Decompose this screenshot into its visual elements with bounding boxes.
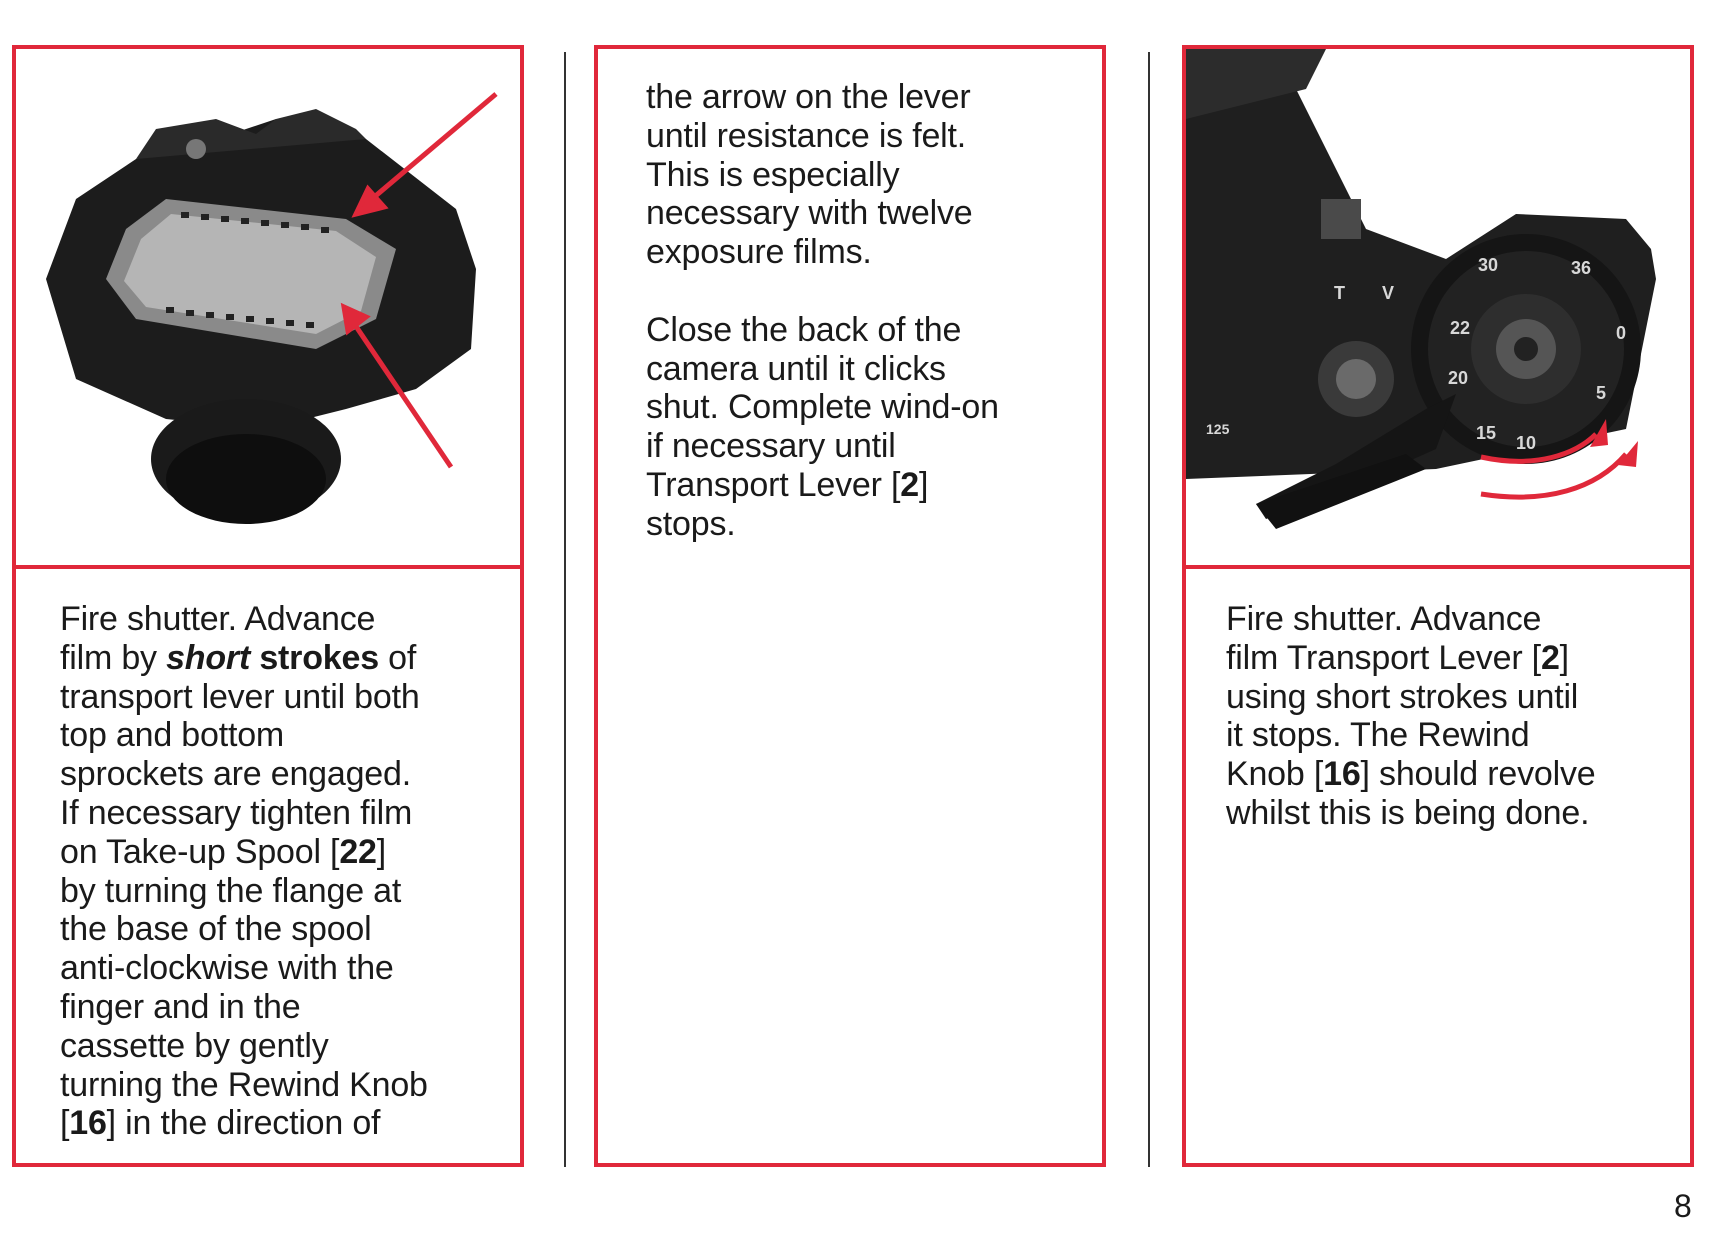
camera-top-transport-lever-photo [1186, 49, 1690, 565]
dial-label-v: V [1382, 283, 1395, 303]
text-segment: ] in the direction of [106, 1104, 381, 1143]
text-line [60, 716, 428, 755]
text-segment: Transport Lever [ [646, 465, 901, 504]
text-line [60, 600, 428, 639]
dial-label-15: 15 [1476, 423, 1497, 443]
text-segment: exposure films. [646, 233, 872, 272]
text-segment: necessary with twelve [646, 194, 973, 233]
text-segment: 16 [1323, 755, 1361, 794]
text-line [646, 466, 999, 505]
text-line [60, 1066, 428, 1105]
text-segment: stops. [646, 504, 736, 543]
dial-label-125: 125 [1206, 421, 1230, 437]
text-segment: ] [918, 465, 929, 504]
text-segment: ] should revolve [1360, 755, 1596, 794]
page-number: 8 [1674, 1188, 1692, 1224]
dial-label-36: 36 [1571, 258, 1592, 278]
text-line [60, 910, 428, 949]
text-segment: Fire shutter. Advance [60, 600, 376, 638]
text-line [1226, 678, 1595, 717]
dial-label-20: 20 [1448, 368, 1469, 388]
text-segment: [ [60, 1104, 70, 1143]
text-line [60, 755, 428, 794]
text-segment: transport lever until both [60, 677, 420, 716]
text-line [60, 833, 428, 872]
panel-3-text [1226, 600, 1595, 833]
text-line [1226, 600, 1595, 639]
text-segment: 2 [900, 465, 919, 504]
text-segment: Close the back of the [646, 310, 962, 349]
column-separator-2 [1148, 52, 1150, 1167]
text-line [1226, 639, 1595, 678]
text-segment: strokes [259, 638, 379, 677]
camera-top-illustration [1186, 49, 1690, 565]
dial-label-22: 22 [1450, 318, 1471, 338]
text-segment: sprockets are engaged. [60, 755, 411, 794]
text-segment: ] [1559, 638, 1569, 677]
text-segment: cassette by gently [60, 1026, 329, 1065]
text-segment: Knob [ [1226, 755, 1324, 794]
text-line [1226, 755, 1595, 794]
text-line [646, 427, 999, 466]
text-segment: it stops. The Rewind [1226, 716, 1530, 755]
camera-back-illustration [16, 49, 520, 565]
text-line [60, 988, 428, 1027]
text-segment: short [166, 638, 251, 677]
text-segment: This is especially [646, 155, 900, 194]
dial-label-t: T [1334, 283, 1345, 303]
text-segment: the base of the spool [60, 910, 372, 949]
text-line [646, 156, 999, 195]
text-segment: finger and in the [60, 987, 301, 1026]
text-segment: if necessary until [646, 427, 896, 466]
panel-2-text [646, 78, 999, 544]
text-segment: film by [60, 638, 167, 677]
panel-1-divider [12, 565, 524, 569]
text-segment: using short strokes until [1226, 677, 1579, 716]
text-line [60, 678, 428, 717]
text-line [646, 117, 999, 156]
text-segment: 16 [69, 1104, 107, 1143]
text-segment: camera until it clicks [646, 349, 946, 388]
dial-label-10: 10 [1516, 433, 1537, 453]
dial-label-30: 30 [1478, 255, 1499, 275]
text-segment: film Transport Lever [ [1226, 638, 1541, 677]
text-line [646, 194, 999, 233]
text-segment: on Take-up Spool [ [60, 832, 340, 871]
panel-1-text [60, 600, 428, 1143]
text-segment: of [378, 638, 417, 677]
text-line [60, 794, 428, 833]
text-segment [250, 639, 259, 677]
text-line [646, 505, 999, 544]
text-line [646, 233, 999, 272]
text-segment: shut. Complete wind-on [646, 388, 999, 427]
text-line [60, 639, 428, 678]
text-segment: by turning the flange at [60, 871, 402, 910]
text-segment: 22 [339, 832, 377, 871]
text-segment: anti-clockwise with the [60, 949, 394, 988]
text-segment: ] [376, 832, 386, 871]
text-line [646, 350, 999, 389]
text-line [60, 1104, 428, 1143]
text-line [60, 1027, 428, 1066]
text-segment: Fire shutter. Advance [1226, 600, 1542, 638]
text-segment: until resistance is felt. [646, 116, 967, 155]
text-segment: turning the Rewind Knob [60, 1065, 428, 1104]
text-segment: the arrow on the lever [646, 78, 971, 116]
text-line [60, 872, 428, 911]
camera-film-loading-photo [16, 49, 520, 565]
text-line [646, 388, 999, 427]
text-line [1226, 794, 1595, 833]
text-line [60, 949, 428, 988]
text-segment: 2 [1540, 638, 1560, 677]
text-line [1226, 716, 1595, 755]
dial-label-5: 5 [1596, 383, 1607, 403]
text-line [646, 78, 999, 117]
text-line [646, 311, 999, 350]
text-line [646, 272, 999, 311]
text-segment: If necessary tighten film [60, 793, 413, 832]
column-separator-1 [564, 52, 566, 1167]
text-segment: top and bottom [60, 716, 285, 755]
dial-label-0: 0 [1616, 323, 1627, 343]
text-segment: whilst this is being done. [1226, 793, 1590, 832]
panel-3-divider [1182, 565, 1694, 569]
